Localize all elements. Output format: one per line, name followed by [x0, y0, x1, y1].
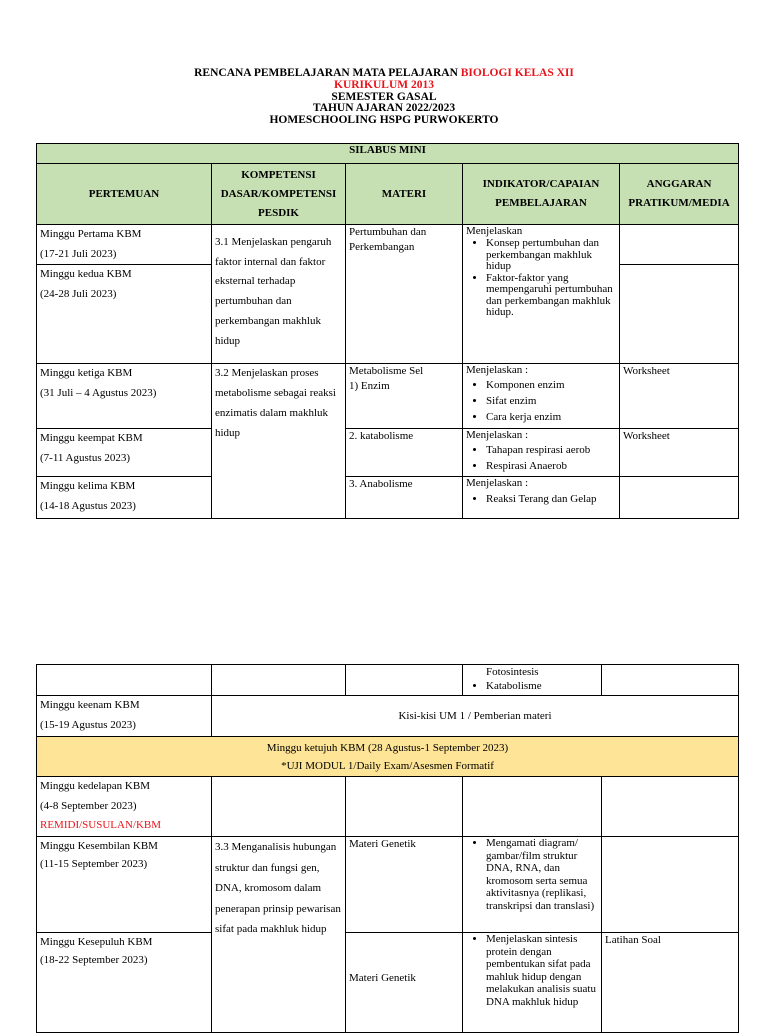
- header-curriculum: KURIKULUM 2013: [334, 78, 434, 91]
- week-date: (18-22 September 2023): [40, 954, 148, 967]
- materi-cell-10: [346, 933, 463, 1033]
- media-cell-5: [620, 477, 739, 519]
- week-date: (15-19 Agustus 2023): [40, 718, 136, 731]
- media-cell-4: Worksheet: [620, 429, 739, 477]
- kd-text: 3.2 Menjelaskan proses metabolisme sebagai reaksi enzimatis dalam makhluk hidup: [215, 367, 336, 439]
- week7-exam-banner: [37, 737, 739, 777]
- indikator-list: [466, 442, 616, 474]
- indikator-continuation: Fotosintesis: [486, 666, 539, 678]
- materi-cell-9: Materi Genetik: [346, 837, 463, 933]
- indikator-cell-9: [463, 837, 602, 933]
- syllabus-title: SILABUS MINI: [37, 144, 739, 164]
- week-name: Minggu keenam KBM: [40, 699, 140, 711]
- week6-note: Kisi-kisi UM 1 / Pemberian materi: [212, 696, 739, 737]
- week-date: (7-11 Agustus 2023): [40, 452, 131, 465]
- indikator-head: Menjelaskan :: [466, 364, 529, 377]
- week-name: Minggu keempat KBM: [40, 432, 143, 445]
- week-date: (14-18 Agustus 2023): [40, 500, 136, 513]
- week-name: Minggu Kesepuluh KBM: [40, 936, 153, 949]
- cont-cell-kd: [212, 665, 346, 696]
- week8-materi: [346, 777, 463, 837]
- list-item: • Konsep pertumbuhan dan perkembangan makhluk hidup: [486, 238, 616, 273]
- media-cell-1: [620, 225, 739, 265]
- table-row-week-6: [37, 696, 212, 737]
- indikator-list: [466, 377, 616, 425]
- table-row-week-10: [37, 933, 212, 1033]
- table-row-week-2: [37, 265, 212, 364]
- list-item: • Tahapan respirasi aerob: [486, 442, 616, 458]
- list-item: • Katabolisme: [486, 679, 598, 693]
- kd-cell-1: [212, 225, 346, 364]
- table-row-week-3: [37, 364, 212, 429]
- syllabus-table-continued: [36, 664, 739, 1033]
- indikator-list: [466, 933, 598, 1008]
- materi-cell-2: [346, 364, 463, 429]
- cont-cell-indikator: [463, 665, 602, 696]
- table-row-week-4: [37, 429, 212, 477]
- kd-text: 3.1 Menjelaskan pengaruh faktor internal dan faktor eksternal terhadap pertumbuhan dan perkembangan makhluk hidup: [215, 236, 332, 347]
- table-row-week-1: [37, 225, 212, 265]
- list-item: • Komponen enzim: [486, 377, 616, 393]
- week-date: (4-8 September 2023): [40, 799, 137, 812]
- kd-cell-3: [212, 837, 346, 1033]
- indikator-list: [466, 679, 598, 693]
- materi-text: Metabolisme Sel: [349, 365, 424, 378]
- indikator-cell-1: [463, 225, 620, 364]
- week-name: Minggu Kesembilan KBM: [40, 840, 158, 853]
- header-year: TAHUN AJARAN 2022/2023: [312, 102, 456, 115]
- kd-cell-2: [212, 364, 346, 519]
- media-cell-10: Latihan Soal: [602, 933, 739, 1033]
- materi-text: Pertumbuhan dan Perkembangan: [349, 226, 427, 253]
- document-header: [0, 68, 768, 127]
- col-header-materi: MATERI: [346, 164, 463, 225]
- col-header-media: ANGGARAN PRATIKUM/MEDIA: [620, 164, 739, 225]
- list-item: • Menjelaskan sintesis protein dengan pembentukan sifat pada mahluk hidup dengan melakukan analisis suatu DNA makhluk hidup: [486, 933, 598, 1008]
- week-name: Minggu Pertama KBM: [40, 228, 142, 240]
- list-item: • Reaksi Terang dan Gelap: [486, 490, 616, 508]
- media-cell-2: [620, 265, 739, 364]
- indikator-list: [466, 837, 598, 912]
- week-date: (11-15 September 2023): [40, 858, 148, 871]
- media-cell-3: Worksheet: [620, 364, 739, 429]
- header-school: HOMESCHOOLING HSPG PURWOKERTO: [269, 114, 499, 127]
- week8-indikator: [463, 777, 602, 837]
- week7-exam-note: *UJI MODUL 1/Daily Exam/Asesmen Formatif: [281, 759, 494, 772]
- table-row-week-8: [37, 777, 212, 837]
- indikator-head: Menjelaskan: [466, 225, 523, 237]
- week-date: (31 Juli – 4 Agustus 2023): [40, 387, 157, 400]
- materi-cell-4: 3. Anabolisme: [346, 477, 463, 519]
- indikator-cell-2: [463, 364, 620, 429]
- table-row-week-5: [37, 477, 212, 519]
- indikator-head: Menjelaskan :: [466, 429, 529, 442]
- indikator-cell-3: [463, 429, 620, 477]
- media-cell-9: [602, 837, 739, 933]
- week-date: (17-21 Juli 2023): [40, 247, 117, 260]
- remedial-note: REMIDI/SUSULAN/KBM: [40, 819, 162, 832]
- col-header-pertemuan: PERTEMUAN: [37, 164, 212, 225]
- syllabus-table: [36, 143, 739, 519]
- list-item: • Cara kerja enzim: [486, 409, 616, 425]
- indikator-list: [466, 490, 616, 508]
- week-name: Minggu kedelapan KBM: [40, 780, 150, 792]
- materi-text: Materi Genetik: [349, 971, 416, 984]
- list-item: • Mengamati diagram/ gambar/film struktur DNA, RNA, dan kromosom serta semua aktivitasnya (replikasi, transkripsi dan translasi): [486, 837, 598, 912]
- cont-cell-week: [37, 665, 212, 696]
- week-date: (24-28 Juli 2023): [40, 288, 117, 301]
- header-title: RENCANA PEMBELAJARAN MATA PELAJARAN: [194, 67, 461, 79]
- week8-media: [602, 777, 739, 837]
- cont-cell-materi: [346, 665, 463, 696]
- list-item: • Respirasi Anaerob: [486, 458, 616, 474]
- header-subject: BIOLOGI KELAS XII: [460, 67, 574, 79]
- indikator-head: Menjelaskan :: [466, 477, 529, 490]
- week7-title: Minggu ketujuh KBM (28 Agustus-1 September 2023): [266, 741, 509, 754]
- week8-kd: [212, 777, 346, 837]
- week-name: Minggu ketiga KBM: [40, 367, 133, 380]
- list-item: • Sifat enzim: [486, 393, 616, 409]
- indikator-cell-10: [463, 933, 602, 1033]
- header-semester: SEMESTER GASAL: [331, 90, 437, 103]
- indikator-list: [466, 238, 616, 319]
- materi-cell-3: 2. katabolisme: [346, 429, 463, 477]
- materi-subtext: 1) Enzim: [349, 380, 390, 393]
- col-header-kompetensi: KOMPETENSI DASAR/KOMPETENSI PESDIK: [212, 164, 346, 225]
- cont-cell-media: [602, 665, 739, 696]
- week-name: Minggu kedua KBM: [40, 268, 132, 281]
- indikator-cell-4: [463, 477, 620, 519]
- table-row-week-9: [37, 837, 212, 933]
- week-name: Minggu kelima KBM: [40, 480, 136, 493]
- col-header-indikator: INDIKATOR/CAPAIAN PEMBELAJARAN: [463, 164, 620, 225]
- list-item: • Faktor-faktor yang mempengaruhi pertumbuhan dan perkembangan makhluk hidup.: [486, 273, 616, 319]
- materi-cell-1: [346, 225, 463, 364]
- kd-text: 3.3 Menganalisis hubungan struktur dan fungsi gen, DNA, kromosom dalam penerapan prinsip pewarisan sifat pada makhluk hidup: [215, 841, 341, 936]
